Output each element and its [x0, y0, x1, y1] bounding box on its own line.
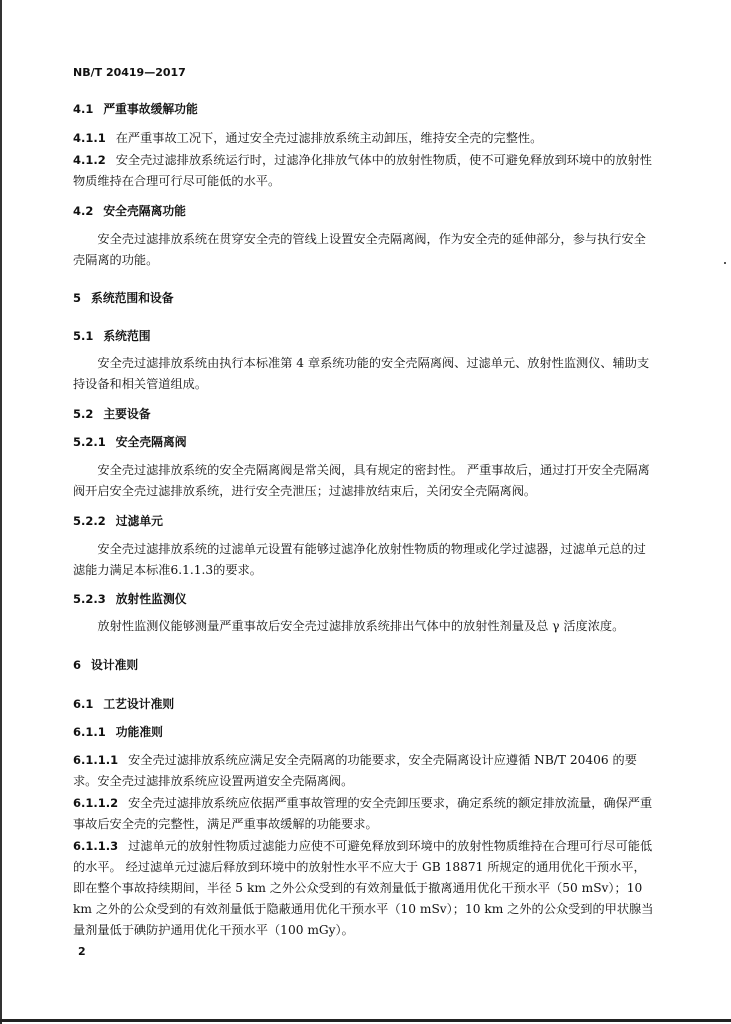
heading-6-1-1 [73, 722, 657, 743]
section-number: 5.2.1 [73, 435, 106, 449]
section-title: 放射性监测仪 [115, 592, 187, 606]
section-number: 5 [73, 291, 82, 305]
section-title: 过滤单元 [115, 514, 163, 528]
document-id: NB/T 20419—2017 [73, 66, 186, 79]
section-title: 严重事故缓解功能 [103, 102, 198, 116]
clause-4-1-1 [73, 128, 657, 149]
clause-6-1-1-2 [73, 793, 657, 835]
section-number: 5.1 [73, 329, 94, 343]
section-number: 5.2.2 [73, 514, 106, 528]
heading-4-2 [73, 201, 657, 222]
section-number: 4.1 [73, 102, 94, 116]
heading-6-1 [73, 694, 657, 715]
paragraph-5-2-2: 安全壳过滤排放系统的过滤单元设置有能够过滤净化放射性物质的物理或化学过滤器，过滤单元总的过滤能力满足本标准6.1.1.3的要求。 [73, 542, 646, 577]
scan-edge-bottom [0, 1019, 731, 1022]
heading-5-2-2 [73, 511, 657, 532]
section-number: 5.2.3 [73, 592, 106, 606]
clause-number: 6.1.1.2 [73, 796, 119, 810]
section-title: 设计准则 [91, 658, 139, 672]
clause-6-1-1-3 [73, 836, 657, 941]
section-number: 5.2 [73, 407, 94, 421]
section-number: 6 [73, 658, 82, 672]
section-title: 主要设备 [103, 407, 151, 421]
clause-6-1-1-1 [73, 750, 657, 792]
section-number: 4.2 [73, 204, 94, 218]
section-title: 功能准则 [115, 725, 163, 739]
section-number: 6.1 [73, 697, 94, 711]
clause-number: 6.1.1.3 [73, 839, 119, 853]
section-title: 系统范围和设备 [91, 291, 174, 305]
clause-text: 安全壳过滤排放系统运行时，过滤净化排放气体中的放射性物质，使不可避免释放到环境中的放射性物质维持在合理可行尽可能低的水平。 [73, 153, 652, 188]
page-number: 2 [78, 945, 86, 958]
paragraph-5-1: 安全壳过滤排放系统由执行本标准第 4 章系统功能的安全壳隔离阀、过滤单元、放射性监测仪、辅助支持设备和相关管道组成。 [73, 356, 650, 391]
section-title: 安全壳隔离功能 [103, 204, 186, 218]
section-number: 6.1.1 [73, 725, 106, 739]
paragraph-5-2-1: 安全壳过滤排放系统的安全壳隔离阀是常关阀，具有规定的密封性。 严重事故后，通过打开安全壳隔离阀开启安全壳过滤排放系统，进行安全壳泄压；过滤排放结束后，关闭安全壳隔离阀。 [73, 463, 650, 498]
section-title: 工艺设计准则 [103, 697, 175, 711]
heading-5 [73, 288, 657, 309]
clause-text: 过滤单元的放射性物质过滤能力应使不可避免释放到环境中的放射性物质维持在合理可行尽可能低的水平。 经过滤单元过滤后释放到环境中的放射性水平不应大于 GB 18871 所规定的通用优化干预水平，即在整个事故持续期间，半径 5 km 之外公众受到的有效剂量低于撤离通用优化干预水平（50 mSv）；10 km 之外的公众受到的有效剂量低于隐蔽通用优化干预水平（10 mSv）；10 km 之外的公众受到的甲状腺当量剂量低于碘防护通用优化干预水平（100 mGy）。 [73, 839, 654, 937]
heading-5-2 [73, 404, 657, 425]
heading-4-1 [73, 99, 657, 120]
clause-number: 6.1.1.1 [73, 753, 119, 767]
clause-text: 安全壳过滤排放系统应满足安全壳隔离的功能要求，安全壳隔离设计应遵循 NB/T 20406 的要求。安全壳过滤排放系统应设置两道安全壳隔离阀。 [73, 753, 637, 788]
section-title: 安全壳隔离阀 [115, 435, 187, 449]
clause-text: 安全壳过滤排放系统应依据严重事故管理的安全壳卸压要求，确定系统的额定排放流量，确保严重事故后安全壳的完整性，满足严重事故缓解的功能要求。 [73, 796, 653, 831]
scan-speck [724, 262, 726, 264]
section-title: 系统范围 [103, 329, 151, 343]
clause-number: 4.1.1 [73, 131, 106, 145]
scan-edge-left [0, 0, 2, 1024]
heading-5-2-1 [73, 432, 657, 453]
heading-5-1 [73, 326, 657, 347]
clause-text: 在严重事故工况下，通过安全壳过滤排放系统主动卸压，维持安全壳的完整性。 [115, 131, 543, 145]
heading-6 [73, 655, 657, 676]
paragraph-5-2-3: 放射性监测仪能够测量严重事故后安全壳过滤排放系统排出气体中的放射性剂量及总 γ 活度浓度。 [97, 619, 625, 633]
heading-5-2-3 [73, 589, 657, 610]
clause-number: 4.1.2 [73, 153, 106, 167]
clause-4-1-2 [73, 150, 657, 192]
paragraph-4-2: 安全壳过滤排放系统在贯穿安全壳的管线上设置安全壳隔离阀，作为安全壳的延伸部分，参与执行安全壳隔离的功能。 [73, 232, 646, 267]
